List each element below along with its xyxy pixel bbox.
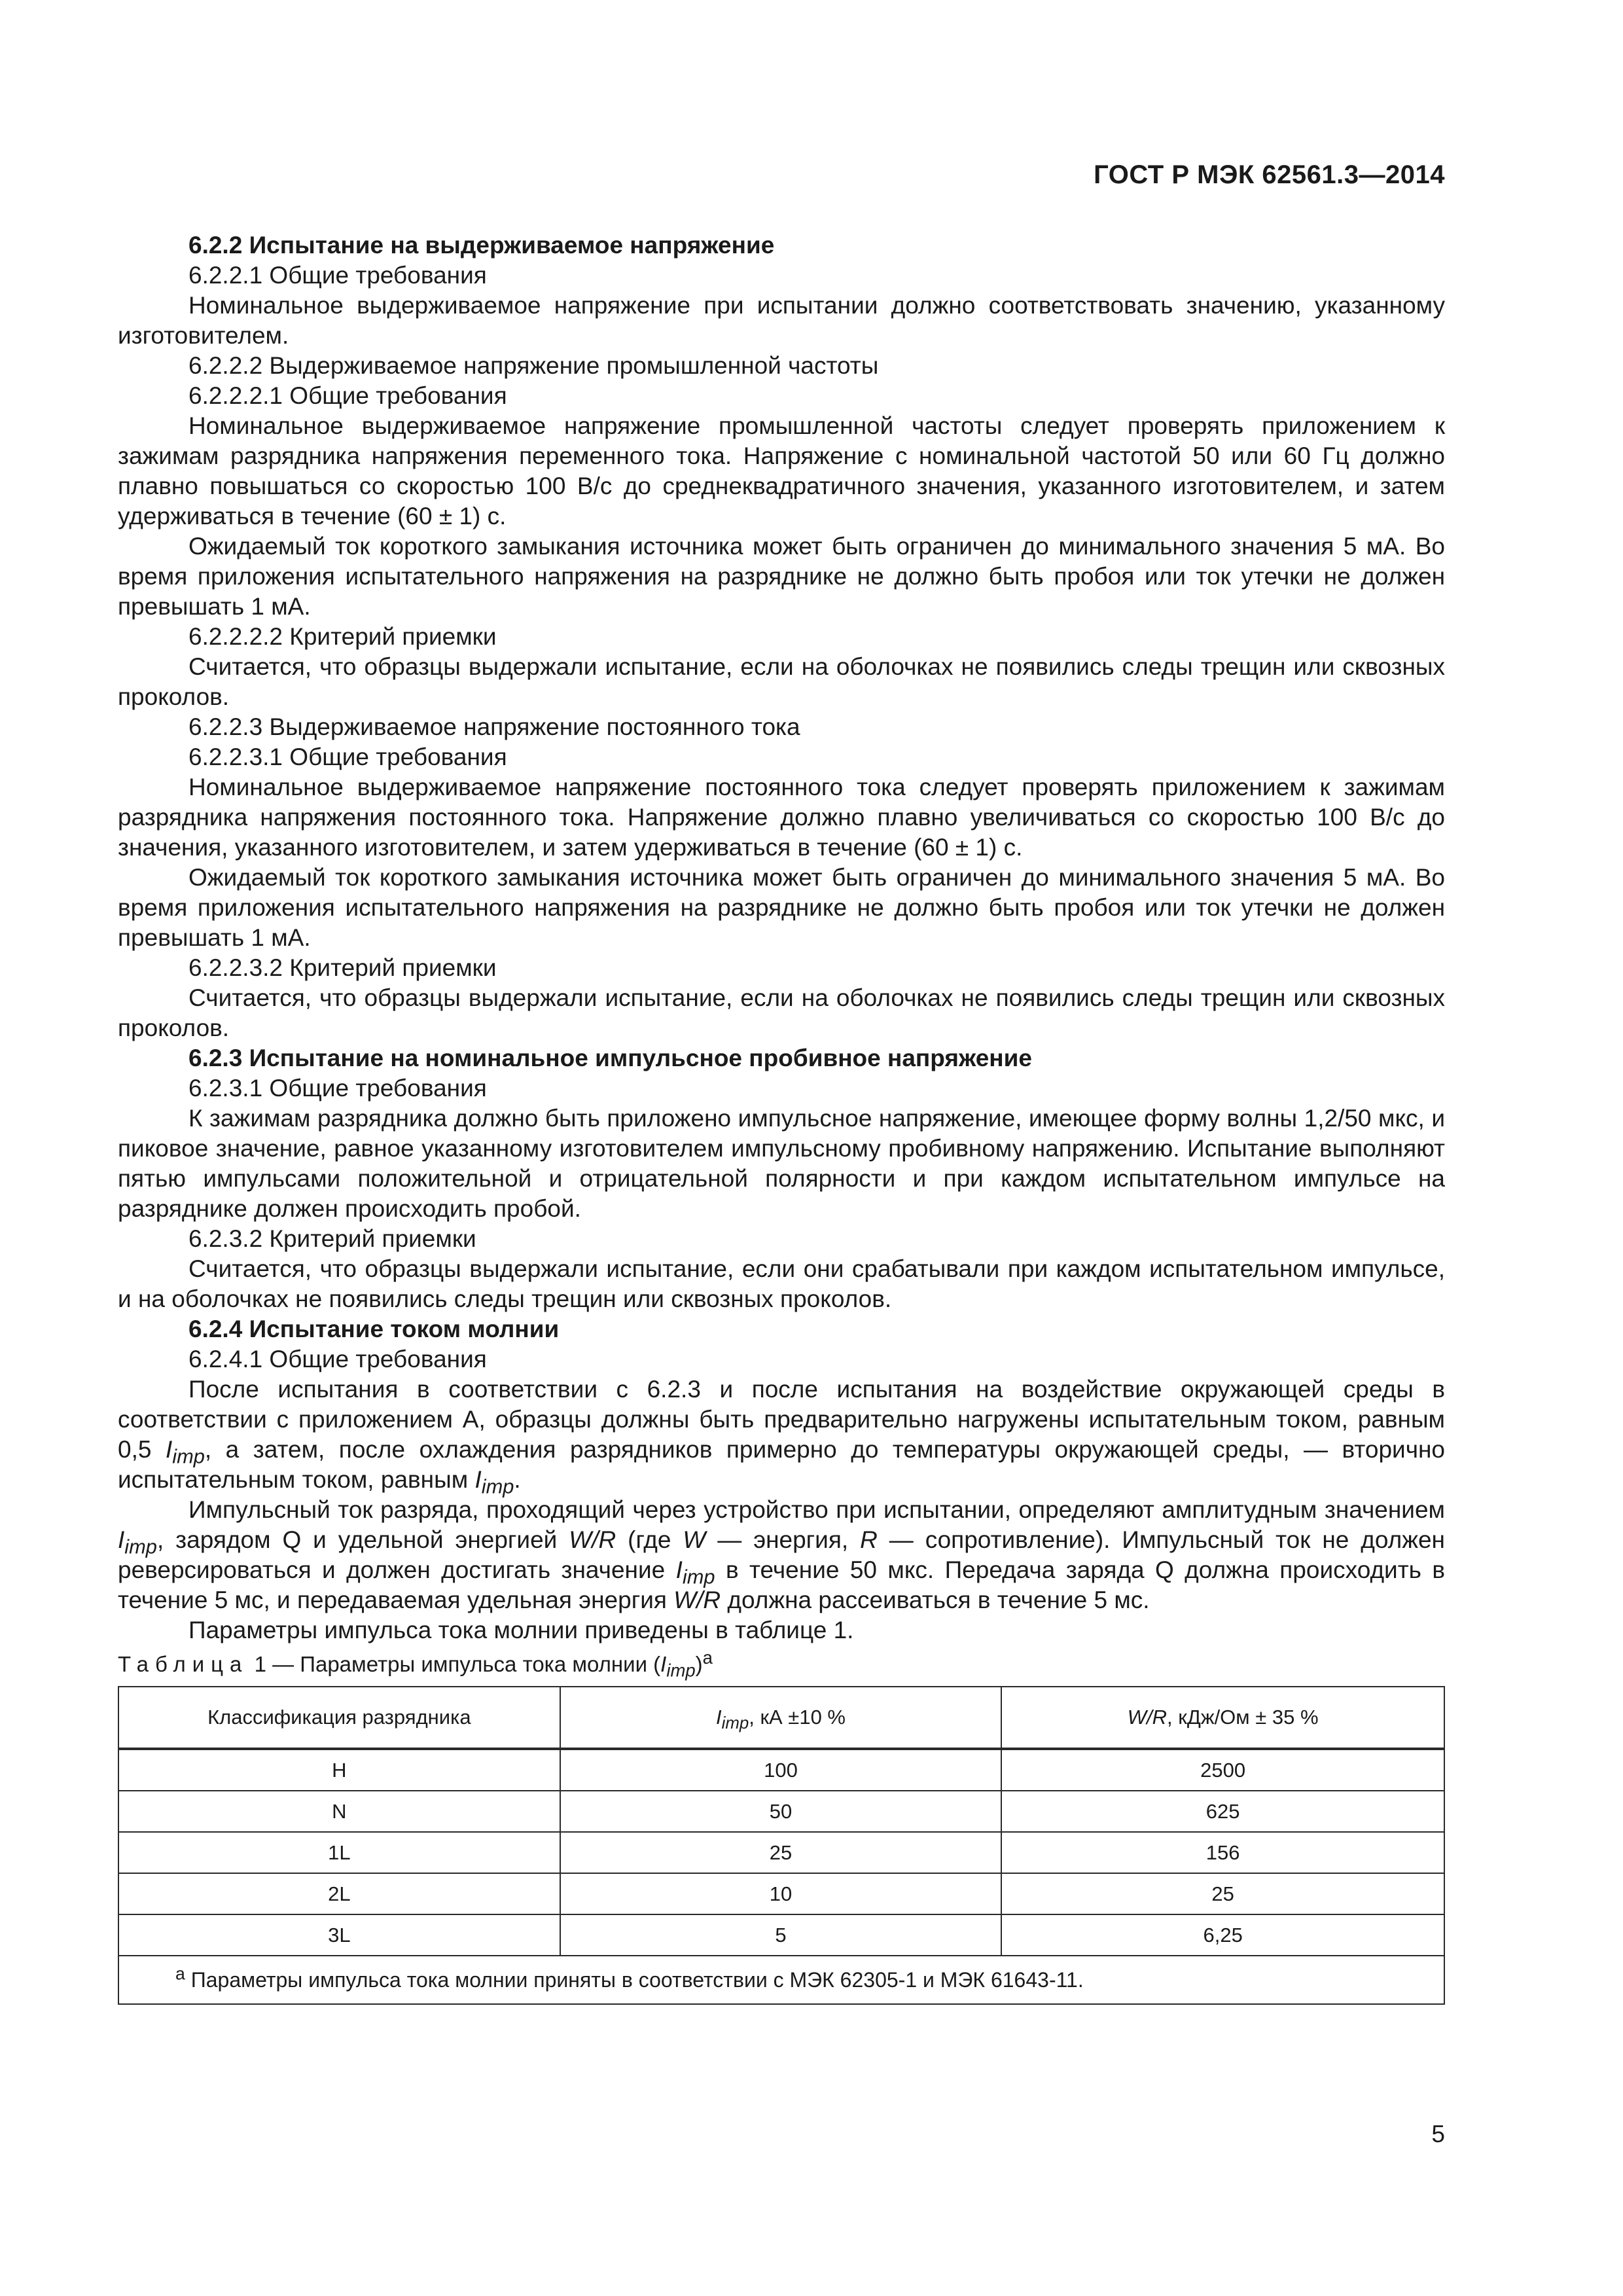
section-heading: 6.2.3 Испытание на номинальное импульсное пробивное напряжение (188, 1045, 1032, 1071)
subsection-title: 6.2.2.2.2 Критерий приемки (188, 623, 497, 650)
table-row: N 50 625 (118, 1791, 1444, 1832)
header-wr: W/R, кДж/Ом ± 35 % (1001, 1687, 1444, 1749)
table-row: H 100 2500 (118, 1749, 1444, 1791)
paragraph: Считается, что образцы выдержали испытание, если они срабатывали при каждом испытательном импульсе, и на оболочках не появились следы трещин или сквозных проколов. (118, 1255, 1445, 1312)
header-classification: Классификация разрядника (118, 1687, 560, 1749)
header-iimp: $I_{imp}$, кА ±10 % (560, 1687, 1002, 1749)
table-row: 1L 25 156 (118, 1832, 1444, 1873)
table-row: 3L 5 6,25 (118, 1914, 1444, 1956)
section-heading: 6.2.4 Испытание током молнии (188, 1316, 560, 1342)
subsection-title: 6.2.2.2.1 Общие требования (188, 382, 507, 409)
page-number: 5 (1431, 2121, 1445, 2147)
paragraph: Номинальное выдерживаемое напряжение постоянного тока следует проверять приложением к зажимам разрядника напряжения постоянного тока. Напряжение должно плавно увеличиваться со скоростью 100 В/с до значения, указанного изготовителем, и затем удерживаться в течение (60 ± 1) с. (118, 774, 1445, 861)
table-footnote-row (118, 1956, 1444, 2004)
paragraph: Считается, что образцы выдержали испытание, если на оболочках не появились следы трещин или сквозных проколов. (118, 984, 1445, 1041)
table-caption: Таблица 1 — Параметры импульса тока молнии $(I_{imp})^a$ (118, 1647, 713, 1681)
paragraph: После испытания в соответствии с 6.2.3 и после испытания на воздействие окружающей среды в соответствии с приложением А, образцы должны быть предварительно нагружены испытательным током, равным 0,5 $I_{imp}$, а затем, после охлаждения разрядников примерно до температуры окружающей среды, — вторично испытательным током, равным $I_{imp}$. (118, 1376, 1445, 1498)
paragraph: Ожидаемый ток короткого замыкания источника может быть ограничен до минимального значения 5 мА. Во время приложения испытательного напряжения на разряднике не должно быть пробоя или ток утечки не должен превышать 1 мА. (118, 533, 1445, 620)
paragraph: Импульсный ток разряда, проходящий через устройство при испытании, определяют амплитудным значением $I_{imp}$, зарядом Q и удельной энергией W/R (где W — энергия, R — сопротивление). Импульсный ток не должен реверсироваться и должен достигать значение $I_{imp}$ в течение 50 мкс. Передача заряда Q должна происходить в течение 5 мс, и передаваемая удельная энергия W/R должна рассеиваться в течение 5 мс. (118, 1496, 1445, 1613)
subsection-title: 6.2.2.1 Общие требования (188, 262, 487, 289)
subsection-title: 6.2.3.2 Критерий приемки (188, 1225, 476, 1252)
table-footnote: $^a$ Параметры импульса тока молнии приняты в соответствии с МЭК 62305-1 и МЭК 61643-11. (118, 1956, 1444, 2004)
paragraph: Ожидаемый ток короткого замыкания источника может быть ограничен до минимального значения 5 мА. Во время приложения испытательного напряжения на разряднике не должно быть пробоя или ток утечки не должен превышать 1 мА. (118, 864, 1445, 951)
table-row: 2L 10 25 (118, 1873, 1444, 1914)
paragraph: Номинальное выдерживаемое напряжение при испытании должно соответствовать значению, указанному изготовителем. (118, 292, 1445, 349)
subsection-title: 6.2.3.1 Общие требования (188, 1075, 487, 1102)
paragraph: Считается, что образцы выдержали испытание, если на оболочках не появились следы трещин или сквозных проколов. (118, 653, 1445, 710)
paragraph: К зажимам разрядника должно быть приложено импульсное напряжение, имеющее форму волны 1,2/50 мкс, и пиковое значение, равное указанному изготовителем импульсному пробивному напряжению. Испытание выполняют пятью импульсами положительной и отрицательной полярности и при каждом испытательном импульсе на разряднике должен происходить пробой. (118, 1105, 1445, 1222)
subsection-title: 6.2.2.2 Выдерживаемое напряжение промышленной частоты (188, 352, 879, 379)
subsection-title: 6.2.2.3.1 Общие требования (188, 744, 507, 770)
lightning-parameters-table (118, 1686, 1445, 2005)
document-id: ГОСТ Р МЭК 62561.3—2014 (1094, 160, 1445, 189)
paragraph: Номинальное выдерживаемое напряжение промышленной частоты следует проверять приложением к зажимам разрядника напряжения переменного тока. Напряжение с номинальной частотой 50 или 60 Гц должно плавно повышаться со скоростью 100 В/с до среднеквадратичного значения, указанного изготовителем, и затем удерживаться в течение (60 ± 1) с. (118, 412, 1445, 529)
subsection-title: 6.2.4.1 Общие требования (188, 1346, 487, 1372)
document-body (118, 230, 1445, 2005)
subsection-title: 6.2.2.3.2 Критерий приемки (188, 954, 497, 981)
table-header-row (118, 1687, 1444, 1749)
section-heading: 6.2.2 Испытание на выдерживаемое напряжение (188, 232, 775, 259)
paragraph: Параметры импульса тока молнии приведены в таблице 1. (188, 1617, 854, 1643)
subsection-title: 6.2.2.3 Выдерживаемое напряжение постоянного тока (188, 713, 800, 740)
